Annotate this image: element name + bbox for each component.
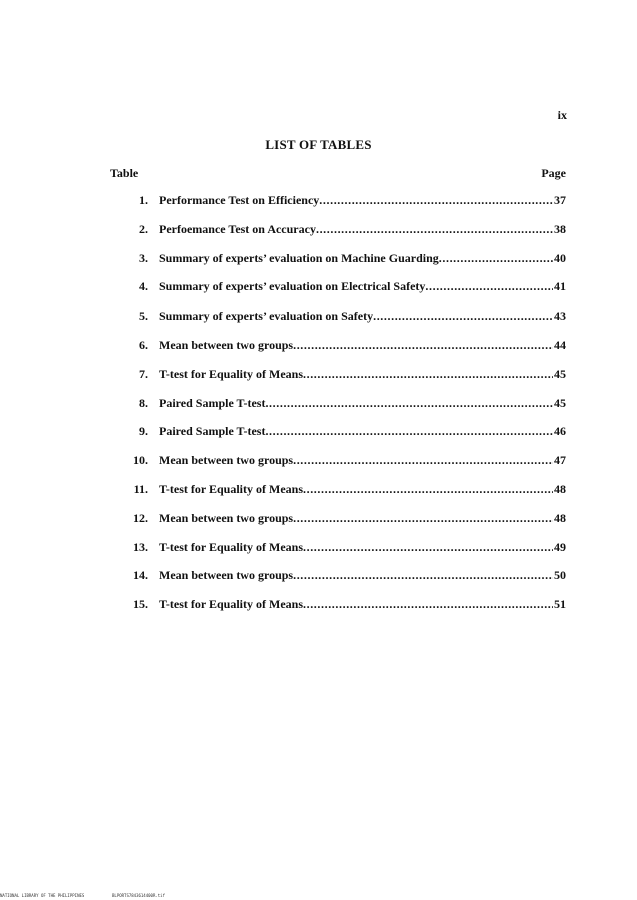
dot-leader — [373, 309, 553, 324]
entry-label: Paired Sample T-test — [159, 424, 266, 438]
table-list-entry — [0, 193, 637, 209]
entry-label: Performance Test on Efficiency — [159, 193, 320, 207]
table-list-entry — [0, 540, 637, 556]
entry-label: Perfoemance Test on Accuracy — [159, 222, 316, 236]
entry-number: 5. — [139, 309, 148, 323]
table-list-entry — [0, 597, 637, 613]
entry-page: 44 — [554, 338, 566, 352]
entry-number: 14. — [133, 568, 148, 582]
entry-number: 4. — [139, 279, 148, 293]
table-list-entry — [0, 424, 637, 440]
entry-number: 11. — [133, 482, 148, 496]
column-header-page: Page — [541, 166, 566, 180]
table-list-entry — [0, 568, 637, 584]
entry-page: 45 — [554, 396, 566, 410]
dot-leader — [293, 338, 553, 353]
dot-leader — [303, 597, 553, 612]
dot-leader — [303, 482, 553, 497]
entry-number: 6. — [139, 338, 148, 352]
entry-label: Mean between two groups — [159, 338, 294, 352]
entry-label: Paired Sample T-test — [159, 396, 266, 410]
table-list-entry — [0, 279, 637, 295]
entry-label: T-test for Equality of Means — [159, 540, 303, 554]
entry-number: 9. — [139, 424, 148, 438]
dot-leader — [316, 222, 553, 237]
entry-page: 51 — [554, 597, 566, 611]
entry-number: 15. — [133, 597, 148, 611]
page-title: LIST OF TABLES — [265, 137, 372, 152]
table-list-entry — [0, 482, 637, 498]
entry-page: 40 — [554, 251, 566, 265]
dot-leader — [303, 540, 553, 555]
dot-leader — [265, 424, 553, 439]
entry-page: 37 — [554, 193, 566, 207]
table-list-entry — [0, 338, 637, 354]
entry-page: 48 — [554, 511, 566, 525]
entry-number: 1. — [139, 193, 148, 207]
dot-leader — [293, 511, 553, 526]
entry-number: 2. — [139, 222, 148, 236]
entry-label: Summary of experts’ evaluation on Machine Guarding — [159, 251, 439, 265]
dot-leader — [293, 568, 553, 583]
entry-page: 49 — [554, 540, 566, 554]
entry-page: 41 — [554, 279, 566, 293]
entry-page: 46 — [554, 424, 566, 438]
dot-leader — [425, 279, 553, 294]
footer-library-stamp: NATIONAL LIBRARY OF THE PHILIPPINES — [0, 893, 85, 898]
entry-label: T-test for Equality of Means — [159, 597, 303, 611]
table-list-entry — [0, 251, 637, 267]
entry-label: Summary of experts’ evaluation on Electrical Safety — [159, 279, 426, 293]
dot-leader — [319, 193, 553, 208]
entry-label: Mean between two groups — [159, 568, 294, 582]
page-number: ix — [557, 108, 567, 122]
table-list-entry — [0, 367, 637, 383]
entry-page: 48 — [554, 482, 566, 496]
column-header-table: Table — [110, 166, 139, 180]
dot-leader — [439, 251, 553, 266]
entry-page: 43 — [554, 309, 566, 323]
entry-number: 13. — [133, 540, 148, 554]
entry-page: 50 — [554, 568, 566, 582]
entry-page: 47 — [554, 453, 566, 467]
entry-number: 8. — [139, 396, 148, 410]
footer-file-id: BLPORTS7843614400R.tif — [112, 893, 165, 898]
entry-label: Mean between two groups — [159, 511, 294, 525]
entry-page: 38 — [554, 222, 566, 236]
table-list-entry — [0, 453, 637, 469]
entry-label: T-test for Equality of Means — [159, 482, 303, 496]
entry-label: T-test for Equality of Means — [159, 367, 303, 381]
entry-number: 12. — [133, 511, 148, 525]
table-list-entry — [0, 511, 637, 527]
table-list-entry — [0, 309, 637, 325]
entry-label: Mean between two groups — [159, 453, 294, 467]
dot-leader — [293, 453, 553, 468]
entry-number: 7. — [139, 367, 148, 381]
entry-number: 3. — [139, 251, 148, 265]
dot-leader — [265, 396, 553, 411]
table-list-entry — [0, 222, 637, 238]
table-list-entry — [0, 396, 637, 412]
entry-page: 45 — [554, 367, 566, 381]
entry-number: 10. — [133, 453, 148, 467]
entry-label: Summary of experts’ evaluation on Safety — [159, 309, 374, 323]
dot-leader — [303, 367, 553, 382]
